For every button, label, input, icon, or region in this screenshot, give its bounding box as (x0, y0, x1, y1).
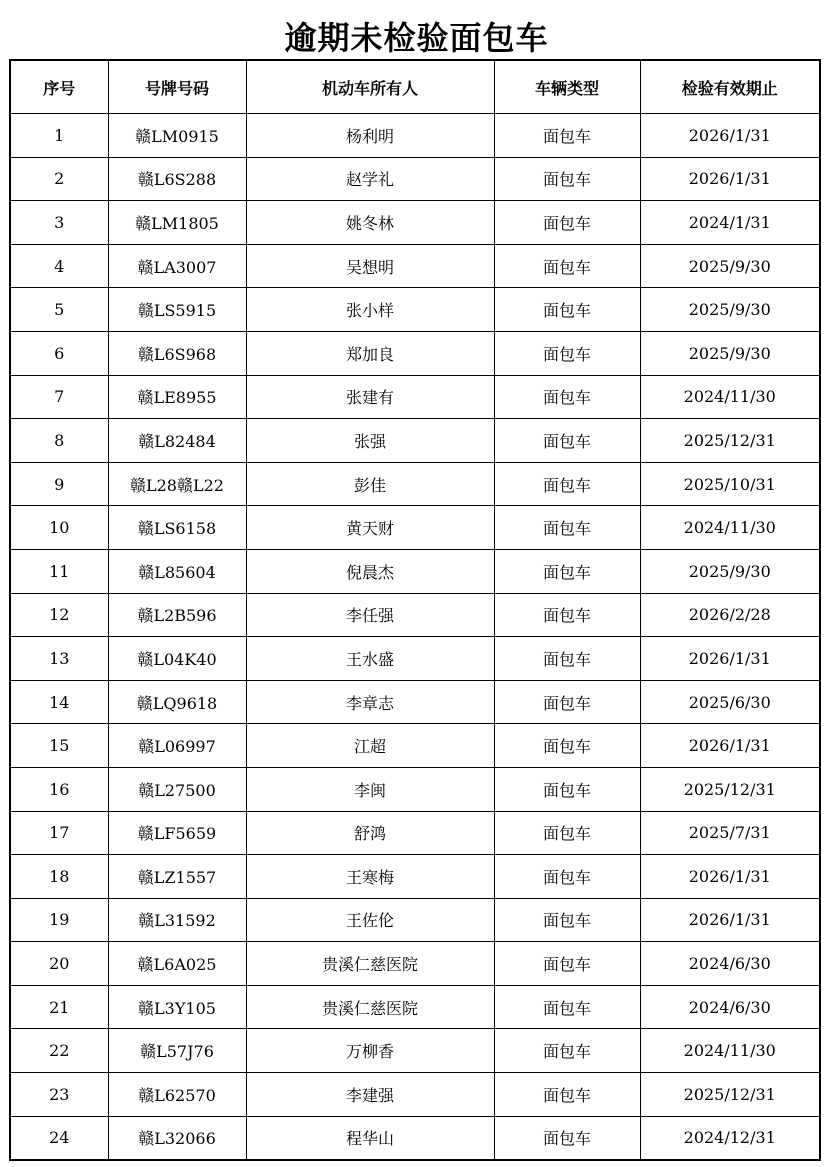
table-row (10, 244, 820, 288)
cell-plate-number: 赣LZ1557 (108, 855, 246, 899)
cell-plate-number: 赣L62570 (108, 1073, 246, 1117)
cell-seq: 18 (10, 855, 108, 899)
cell-plate-number: 赣LS5915 (108, 288, 246, 332)
cell-vehicle-type: 面包车 (494, 157, 640, 201)
cell-seq: 19 (10, 898, 108, 942)
cell-owner: 郑加良 (246, 331, 494, 375)
cell-vehicle-type: 面包车 (494, 1029, 640, 1073)
cell-owner: 贵溪仁慈医院 (246, 985, 494, 1029)
cell-owner: 江超 (246, 724, 494, 768)
cell-plate-number: 赣L57J76 (108, 1029, 246, 1073)
cell-inspection-expiry: 2024/12/31 (640, 1116, 820, 1160)
cell-vehicle-type: 面包车 (494, 462, 640, 506)
cell-owner: 贵溪仁慈医院 (246, 942, 494, 986)
table-row (10, 157, 820, 201)
header-vehicle-type: 车辆类型 (494, 60, 640, 114)
cell-owner: 倪晨杰 (246, 549, 494, 593)
cell-seq: 5 (10, 288, 108, 332)
table-row (10, 637, 820, 681)
cell-seq: 8 (10, 419, 108, 463)
cell-owner: 舒鸿 (246, 811, 494, 855)
cell-seq: 4 (10, 244, 108, 288)
table-row (10, 1073, 820, 1117)
cell-owner: 杨利明 (246, 114, 494, 158)
cell-vehicle-type: 面包车 (494, 1073, 640, 1117)
cell-vehicle-type: 面包车 (494, 419, 640, 463)
cell-seq: 20 (10, 942, 108, 986)
table-row (10, 1116, 820, 1160)
cell-seq: 21 (10, 985, 108, 1029)
cell-vehicle-type: 面包车 (494, 331, 640, 375)
cell-plate-number: 赣L06997 (108, 724, 246, 768)
table-row (10, 375, 820, 419)
cell-plate-number: 赣L32066 (108, 1116, 246, 1160)
cell-plate-number: 赣L04K40 (108, 637, 246, 681)
cell-vehicle-type: 面包车 (494, 244, 640, 288)
cell-vehicle-type: 面包车 (494, 288, 640, 332)
table-row (10, 331, 820, 375)
document-title: 逾期未检验面包车 (284, 19, 549, 57)
cell-plate-number: 赣L3Y105 (108, 985, 246, 1029)
cell-inspection-expiry: 2024/6/30 (640, 942, 820, 986)
cell-inspection-expiry: 2025/9/30 (640, 549, 820, 593)
cell-seq: 23 (10, 1073, 108, 1117)
cell-inspection-expiry: 2024/6/30 (640, 985, 820, 1029)
table-body (10, 114, 820, 1161)
cell-owner: 李章志 (246, 680, 494, 724)
cell-plate-number: 赣L6S288 (108, 157, 246, 201)
cell-inspection-expiry: 2025/12/31 (640, 767, 820, 811)
table-row (10, 419, 820, 463)
cell-owner: 赵学礼 (246, 157, 494, 201)
cell-vehicle-type: 面包车 (494, 985, 640, 1029)
cell-seq: 24 (10, 1116, 108, 1160)
table-row (10, 680, 820, 724)
table-row (10, 1029, 820, 1073)
cell-inspection-expiry: 2025/12/31 (640, 1073, 820, 1117)
table-row (10, 201, 820, 245)
cell-vehicle-type: 面包车 (494, 855, 640, 899)
cell-vehicle-type: 面包车 (494, 724, 640, 768)
cell-inspection-expiry: 2026/1/31 (640, 855, 820, 899)
cell-owner: 姚冬林 (246, 201, 494, 245)
cell-plate-number: 赣L27500 (108, 767, 246, 811)
cell-inspection-expiry: 2025/10/31 (640, 462, 820, 506)
cell-seq: 10 (10, 506, 108, 550)
cell-seq: 1 (10, 114, 108, 158)
table-header-row (10, 60, 820, 114)
cell-owner: 李闽 (246, 767, 494, 811)
cell-vehicle-type: 面包车 (494, 506, 640, 550)
cell-inspection-expiry: 2025/7/31 (640, 811, 820, 855)
cell-inspection-expiry: 2026/1/31 (640, 157, 820, 201)
cell-owner: 李建强 (246, 1073, 494, 1117)
cell-plate-number: 赣L2B596 (108, 593, 246, 637)
cell-seq: 11 (10, 549, 108, 593)
cell-inspection-expiry: 2026/1/31 (640, 724, 820, 768)
cell-owner: 吴想明 (246, 244, 494, 288)
cell-plate-number: 赣L31592 (108, 898, 246, 942)
cell-inspection-expiry: 2026/1/31 (640, 637, 820, 681)
cell-seq: 13 (10, 637, 108, 681)
table-row (10, 288, 820, 332)
header-plate-number: 号牌号码 (108, 60, 246, 114)
cell-owner: 张建有 (246, 375, 494, 419)
cell-plate-number: 赣L6A025 (108, 942, 246, 986)
cell-owner: 王佐伦 (246, 898, 494, 942)
cell-inspection-expiry: 2025/9/30 (640, 331, 820, 375)
table-row (10, 767, 820, 811)
cell-seq: 2 (10, 157, 108, 201)
cell-inspection-expiry: 2026/1/31 (640, 898, 820, 942)
cell-owner: 王水盛 (246, 637, 494, 681)
cell-vehicle-type: 面包车 (494, 767, 640, 811)
cell-inspection-expiry: 2026/2/28 (640, 593, 820, 637)
cell-vehicle-type: 面包车 (494, 114, 640, 158)
cell-vehicle-type: 面包车 (494, 1116, 640, 1160)
cell-plate-number: 赣L82484 (108, 419, 246, 463)
table-row (10, 593, 820, 637)
cell-plate-number: 赣L28赣L22 (108, 462, 246, 506)
cell-inspection-expiry: 2024/11/30 (640, 506, 820, 550)
cell-plate-number: 赣LM1805 (108, 201, 246, 245)
cell-owner: 万柳香 (246, 1029, 494, 1073)
cell-plate-number: 赣LF5659 (108, 811, 246, 855)
cell-inspection-expiry: 2024/11/30 (640, 375, 820, 419)
table-row (10, 506, 820, 550)
header-inspection-expiry: 检验有效期止 (640, 60, 820, 114)
cell-seq: 22 (10, 1029, 108, 1073)
cell-plate-number: 赣L6S968 (108, 331, 246, 375)
header-seq: 序号 (10, 60, 108, 114)
cell-owner: 张强 (246, 419, 494, 463)
table-row (10, 942, 820, 986)
table-row (10, 724, 820, 768)
table-row (10, 855, 820, 899)
cell-inspection-expiry: 2024/1/31 (640, 201, 820, 245)
cell-vehicle-type: 面包车 (494, 637, 640, 681)
cell-vehicle-type: 面包车 (494, 680, 640, 724)
cell-seq: 16 (10, 767, 108, 811)
table-row (10, 985, 820, 1029)
cell-vehicle-type: 面包车 (494, 375, 640, 419)
cell-seq: 6 (10, 331, 108, 375)
cell-inspection-expiry: 2026/1/31 (640, 114, 820, 158)
cell-seq: 15 (10, 724, 108, 768)
table-row (10, 462, 820, 506)
cell-owner: 王寒梅 (246, 855, 494, 899)
cell-vehicle-type: 面包车 (494, 549, 640, 593)
table-row (10, 811, 820, 855)
cell-vehicle-type: 面包车 (494, 201, 640, 245)
table-row (10, 114, 820, 158)
cell-plate-number: 赣LA3007 (108, 244, 246, 288)
cell-inspection-expiry: 2025/6/30 (640, 680, 820, 724)
cell-inspection-expiry: 2025/12/31 (640, 419, 820, 463)
cell-plate-number: 赣LQ9618 (108, 680, 246, 724)
cell-owner: 程华山 (246, 1116, 494, 1160)
cell-inspection-expiry: 2025/9/30 (640, 288, 820, 332)
vehicle-table (9, 59, 821, 1161)
cell-seq: 9 (10, 462, 108, 506)
cell-owner: 张小样 (246, 288, 494, 332)
cell-owner: 黄天财 (246, 506, 494, 550)
cell-owner: 李任强 (246, 593, 494, 637)
cell-inspection-expiry: 2024/11/30 (640, 1029, 820, 1073)
cell-plate-number: 赣LM0915 (108, 114, 246, 158)
header-owner: 机动车所有人 (246, 60, 494, 114)
cell-inspection-expiry: 2025/9/30 (640, 244, 820, 288)
cell-seq: 3 (10, 201, 108, 245)
cell-seq: 7 (10, 375, 108, 419)
cell-plate-number: 赣LE8955 (108, 375, 246, 419)
cell-plate-number: 赣LS6158 (108, 506, 246, 550)
cell-vehicle-type: 面包车 (494, 811, 640, 855)
cell-seq: 17 (10, 811, 108, 855)
cell-vehicle-type: 面包车 (494, 898, 640, 942)
cell-vehicle-type: 面包车 (494, 942, 640, 986)
cell-owner: 彭佳 (246, 462, 494, 506)
cell-seq: 12 (10, 593, 108, 637)
cell-vehicle-type: 面包车 (494, 593, 640, 637)
table-row (10, 898, 820, 942)
cell-plate-number: 赣L85604 (108, 549, 246, 593)
table-row (10, 549, 820, 593)
cell-seq: 14 (10, 680, 108, 724)
